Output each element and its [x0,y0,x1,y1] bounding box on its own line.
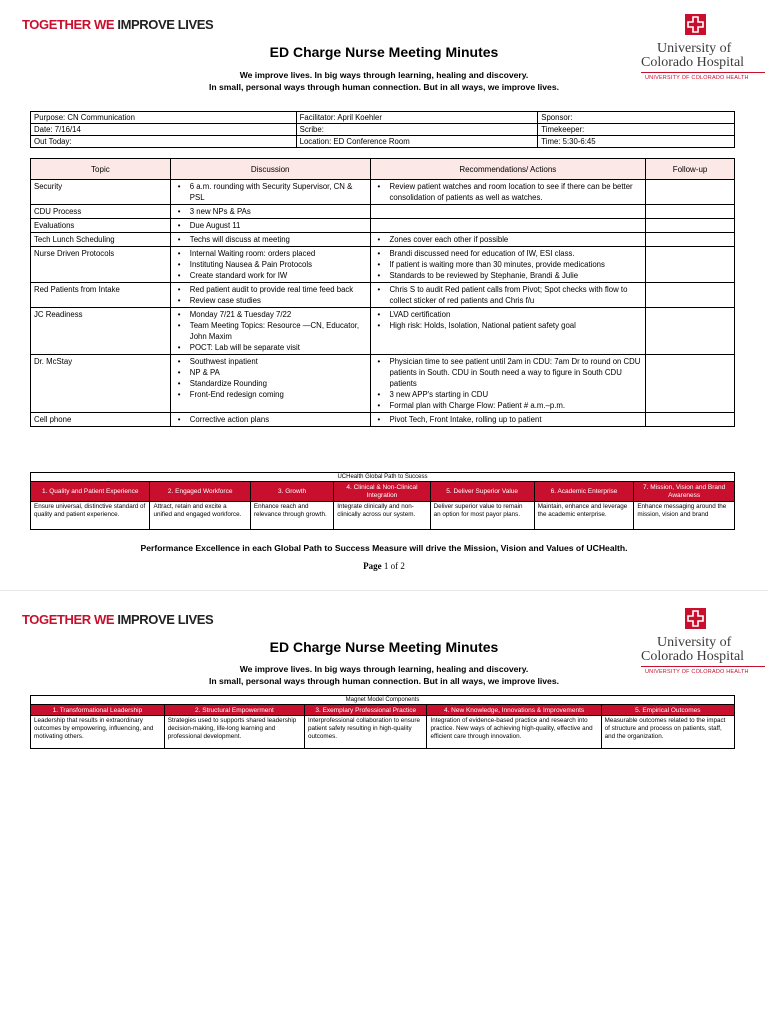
meeting-info-table [30,111,735,148]
discussion-cell [170,283,370,308]
magnet-body-cell: Measurable outcomes related to the impact of structure and process on patients, staff, and the organization. [601,716,734,749]
purpose-cell: Purpose: CN Communication [31,112,297,124]
table-row [31,205,735,219]
actions-cell [370,219,646,233]
timekeeper-cell: Timekeeper: [538,124,735,136]
path-body-cell: Attract, retain and excite a unified and engaged workforce. [150,502,250,530]
followup-cell [646,247,735,283]
actions-cell [370,413,646,427]
slogan-gray: IMPROVE LIVES [117,612,214,627]
followup-cell [646,308,735,355]
table-row [31,308,735,355]
slogan-red: TOGETHER WE [22,17,115,32]
path-header-cell: 2. Engaged Workforce [150,482,250,502]
actions-cell [370,233,646,247]
topic-cell: Dr. McStay [31,355,171,413]
list-item: • Review patient watches and room location to see if there can be better consolidation of patients as well as watches. [374,181,643,203]
topic-cell: JC Readiness [31,308,171,355]
tagline-2: In small, personal ways through human connection. But in all ways, we improve lives. [208,676,560,686]
logo-sub: UNIVERSITY OF COLORADO HEALTH [645,669,749,675]
list-item: • Red patient audit to provide real time feed back [174,284,367,295]
followup-cell [646,180,735,205]
location-cell: Location: ED Conference Room [296,136,538,148]
discussion-cell [170,205,370,219]
actions-cell [370,283,646,308]
table-row [31,233,735,247]
table-row [31,219,735,233]
followup-cell [646,219,735,233]
list-item: • Zones cover each other if possible [374,234,643,245]
list-item: • Due August 11 [174,220,367,231]
table-row [31,283,735,308]
path-body-cell: Integrate clinically and non-clinically across our system. [334,502,430,530]
slogan-gray: IMPROVE LIVES [117,17,214,32]
list-item: • Chris S to audit Red patient calls from Pivot; Spot checks with flow to collect sticker of red patients and Chris f/u [374,284,643,306]
list-item: • LVAD certification [374,309,643,320]
list-item: • Monday 7/21 & Tuesday 7/22 [174,309,367,320]
followup-cell [646,283,735,308]
topic-cell: Evaluations [31,219,171,233]
magnet-body-cell: Integration of evidence-based practice and research into practice. New ways of achieving high-quality, effective and efficient care through innovation. [427,716,601,749]
list-item: • NP & PA [174,367,367,378]
list-item: • If patient is waiting more than 30 minutes, provide medications [374,259,643,270]
magnet-caption: Magnet Model Components [31,696,735,705]
actions-cell [370,355,646,413]
uch-logo [641,14,765,81]
path-header-cell: 5. Deliver Superior Value [430,482,534,502]
page-number [0,561,768,571]
topic-cell: CDU Process [31,205,171,219]
slogan-red: TOGETHER WE [22,612,115,627]
global-path-table [30,472,735,530]
followup-cell [646,355,735,413]
list-item: • Front-End redesign coming [174,389,367,400]
magnet-header-cell: 4. New Knowledge, Innovations & Improvements [427,705,601,716]
scribe-cell: Scribe: [296,124,538,136]
list-item: • Pivot Tech, Front Intake, rolling up to patient [374,414,643,425]
col-followup: Follow-up [646,159,735,180]
list-item: • POCT: Lab will be separate visit [174,342,367,353]
list-item: • Instituting Nausea & Pain Protocols [174,259,367,270]
page-label: Page [363,561,382,571]
list-item: • Standardize Rounding [174,378,367,389]
document-title: ED Charge Nurse Meeting Minutes [269,639,499,655]
facilitator-cell: Facilitator: April Koehler [296,112,538,124]
list-item: • Internal Waiting room: orders placed [174,248,367,259]
list-item: • Team Meeting Topics: Resource —CN, Educator, John Maxim [174,320,367,342]
actions-cell [370,308,646,355]
path-body-cell: Maintain, enhance and leverage the academic enterprise. [534,502,634,530]
path-header-cell: 7. Mission, Vision and Brand Awareness [634,482,735,502]
uch-logo [641,608,765,675]
list-item: • Review case studies [174,295,367,306]
magnet-body-cell: Interprofessional collaboration to ensure patient safety resulting in high-quality outcomes. [305,716,427,749]
list-item: • Corrective action plans [174,414,367,425]
logo-line1: University of [657,635,732,650]
path-header-cell: 1. Quality and Patient Experience [31,482,150,502]
list-item: • High risk: Holds, Isolation, National patient safety goal [374,320,643,331]
col-actions: Recommendations/ Actions [370,159,646,180]
followup-cell [646,205,735,219]
list-item: • 3 new NPs & PAs [174,206,367,217]
col-topic: Topic [31,159,171,180]
list-item: • 6 a.m. rounding with Security Supervisor, CN & PSL [174,181,367,203]
actions-cell [370,247,646,283]
magnet-header-cell: 2. Structural Empowerment [164,705,304,716]
path-body-cell: Deliver superior value to remain an option for most payor plans. [430,502,534,530]
discussion-cell [170,247,370,283]
list-item: • 3 new APP's starting in CDU [374,389,643,400]
list-item: • Brandi discussed need for education of IW, ESI class. [374,248,643,259]
slogan [22,17,213,32]
logo-line2: Colorado Hospital [641,649,745,664]
time-cell: Time: 5:30-6:45 [538,136,735,148]
magnet-header-cell: 5. Empirical Outcomes [601,705,734,716]
cross-logo-icon [685,608,706,629]
list-item: • Techs will discuss at meeting [174,234,367,245]
table-row [31,413,735,427]
path-body-cell: Enhance messaging around the mission, vision and brand [634,502,735,530]
path-body-cell: Enhance reach and relevance through growth. [250,502,333,530]
magnet-header-cell: 3. Exemplary Professional Practice [305,705,427,716]
list-item: • Southwest inpatient [174,356,367,367]
page-2 [0,590,768,1024]
discussion-cell [170,355,370,413]
tagline-1: We improve lives. In big ways through learning, healing and discovery. [239,70,529,80]
cross-logo-icon [685,14,706,35]
list-item: • Create standard work for IW [174,270,367,281]
actions-cell [370,180,646,205]
topic-cell: Nurse Driven Protocols [31,247,171,283]
tagline-1: We improve lives. In big ways through learning, healing and discovery. [239,664,529,674]
sponsor-cell: Sponsor: [538,112,735,124]
discussion-cell [170,233,370,247]
list-item: • Formal plan with Charge Flow: Patient # a.m.–p.m. [374,400,643,411]
date-cell: Date: 7/16/14 [31,124,297,136]
followup-cell [646,233,735,247]
table-row [31,180,735,205]
global-path-caption: UCHealth Global Path to Success [31,473,735,482]
topic-cell: Red Patients from Intake [31,283,171,308]
page-current: 1 [383,561,389,571]
tagline-2: In small, personal ways through human connection. But in all ways, we improve lives. [208,82,560,92]
logo-line2: Colorado Hospital [641,55,745,70]
list-item: • Physician time to see patient until 2am in CDU: 7am Dr to round on CDU patients in South. CDU in South need a way to figure in South CDU patients [374,356,643,389]
discussion-cell [170,219,370,233]
magnet-body-cell: Leadership that results in extraordinary outcomes by empowering, influencing, and motivating others. [31,716,165,749]
topic-cell: Cell phone [31,413,171,427]
path-header-cell: 3. Growth [250,482,333,502]
discussion-cell [170,308,370,355]
discussion-cell [170,413,370,427]
path-body-cell: Ensure universal, distinctive standard of quality and patient experience. [31,502,150,530]
topic-cell: Security [31,180,171,205]
discussion-cell [170,180,370,205]
document-title: ED Charge Nurse Meeting Minutes [269,44,499,60]
magnet-body-cell: Strategies used to supports shared leadership decision-making, life-long learning and professional development. [164,716,304,749]
minutes-table [30,158,735,427]
list-item: • Standards to be reviewed by Stephanie, Brandi & Julie [374,270,643,281]
slogan [22,612,213,627]
page-total: of 2 [390,561,405,571]
logo-line1: University of [657,41,732,56]
magnet-header-cell: 1. Transformational Leadership [31,705,165,716]
out-today-cell: Out Today: [31,136,297,148]
topic-cell: Tech Lunch Scheduling [31,233,171,247]
col-discussion: Discussion [170,159,370,180]
table-row [31,247,735,283]
path-header-cell: 4. Clinical & Non-Clinical Integration [334,482,430,502]
logo-sub: UNIVERSITY OF COLORADO HEALTH [645,75,749,81]
performance-statement: Performance Excellence in each Global Path to Success Measure will drive the Mission, Vision and Values of UCHealth. [140,543,628,553]
actions-cell [370,205,646,219]
followup-cell [646,413,735,427]
magnet-model-table [30,695,735,749]
path-header-cell: 6. Academic Enterprise [534,482,634,502]
table-row [31,355,735,413]
